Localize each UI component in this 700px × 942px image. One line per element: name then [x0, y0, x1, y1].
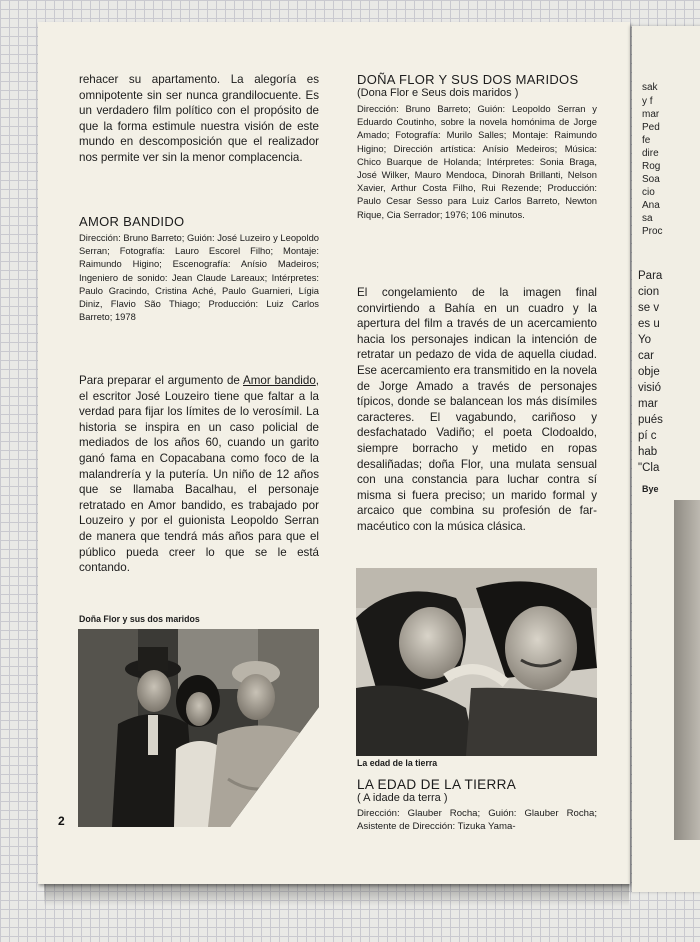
dona-flor-body — [357, 285, 597, 535]
photo1-caption-wrap — [79, 614, 319, 624]
adj-credit-line: Proc — [642, 226, 663, 237]
amor-bandido-paragraph — [79, 373, 319, 576]
para-lead: Para preparar el argumento de — [79, 374, 244, 387]
adj-body-line: pí c — [638, 430, 657, 442]
dona-flor-section — [357, 72, 597, 221]
dona-flor-subtitle: (Dona Flor e Seus dois maridos ) — [357, 87, 519, 99]
photo2-caption: La edad de la tierra — [357, 758, 438, 768]
adj-body-line: Para — [638, 270, 663, 282]
edad-tierra-section — [357, 777, 597, 833]
left-column — [79, 72, 319, 166]
page-number: 2 — [58, 814, 65, 828]
adj-body-line: obje — [638, 366, 660, 378]
adj-credit-line: Ana — [642, 200, 660, 211]
booklet-page — [38, 22, 630, 884]
intro-paragraph: rehacer su apartamento. La alegoría es omnipotente sin ser nunca grandilocuente. Es un verdadero film político con el propósito de que la forma estimule nuestra visión de este mundo en descomposición que el realizador nos permite ver sin la menor complacencia. — [79, 73, 319, 164]
dona-flor-paragraph: El congelamiento de la imagen final convirtiendo a Bahía en un cuadro y la apertura del film a través de un acercamiento hacia los personajes indican la intención de retratar un pedazo de vida de aquella ciudad. Ese acercamiento era transmitido en la novela de Jorge Amado a través de personajes típicos, donde se balancean los más disímiles caracteres. El vagabundo, cariñoso y desfachatado Vadiño; el poeta Clodoaldo, siempre borracho y metido en ropas desaliñadas; doña Flor, una mulata sensual con una constancia para luchar contra sí misma si fuera preciso; un marido formal y arcaico que combina su profesión de farmacéutico con la música clásica. — [357, 286, 597, 533]
adj-body-line: mar — [638, 398, 658, 410]
edad-tierra-subtitle: ( A idade da terra ) — [357, 792, 448, 804]
adj-caption: Bye — [642, 484, 659, 494]
adj-credit-line: fe — [642, 135, 651, 146]
film-title-link: Amor bandido — [243, 374, 316, 387]
adj-body-line: pués — [638, 414, 663, 426]
adj-credit-line: cio — [642, 187, 655, 198]
adj-credit-line: mar — [642, 109, 660, 120]
edad-tierra-photo — [356, 568, 597, 756]
adj-body-line: hab — [638, 446, 658, 458]
adj-body-line: car — [638, 350, 654, 362]
photo1-caption: Doña Flor y sus dos maridos — [79, 614, 200, 624]
adj-body-line: es u — [638, 318, 660, 330]
adj-body-line: Yo — [638, 334, 652, 346]
amor-bandido-body — [79, 373, 319, 576]
adj-credit-line: sa — [642, 213, 653, 224]
adjacent-page — [632, 26, 700, 892]
adj-credit-line: y f — [642, 96, 653, 107]
para-rest: , el escritor José Louzeiro tiene que faltar a la verdad para fijar los límites de lo verosímil. La historia se inspira en un caso policial de mediados de los años 60, cuando un garito ganó fama en Copacabana como foco de la malandrería y la putería. Un niño de 12 años que se llamaba Bacalhau, el personaje retratado en Amor bandido, es trabajado por Louzeiro y por el guionista Leopoldo Serran de manera que tendrá más años para que el público pueda creer lo que se le está contando. — [79, 374, 320, 575]
photo2-caption-wrap — [357, 758, 597, 768]
edad-tierra-credits: Dirección: Glauber Rocha; Guión: Glauber Rocha; Asistente de Dirección: Tizuka Yama- — [357, 808, 597, 833]
adj-photo — [674, 500, 700, 840]
page-shadow — [44, 882, 629, 906]
edad-tierra-title: LA EDAD DE LA TIERRA — [357, 777, 517, 792]
amor-bandido-title: AMOR BANDIDO — [79, 214, 185, 229]
adj-credit-line: dire — [642, 148, 659, 159]
dona-flor-photo-image — [78, 629, 319, 827]
edad-tierra-photo-image — [356, 568, 597, 756]
dona-flor-credits: Dirección: Bruno Barreto; Guión: Leopoldo Serran y Eduardo Coutinho, sobre la novela homónima de Jorge Amado; Fotografía: Murilo Salles; Montaje: Raimundo Higino; Dirección artística: Anísio Medeiros; Música: Chico Buarque de Holanda; Intérpretes: Sonia Braga, José Wilker, Mauro Mendoca, Dinorah Brillanti, Nelson Xavier, Arthur Costa Filho, Rui Rezende; Producción: Paulo Cesar Sesso para Luiz Carlos Barreto, Newton Rique, Cia Serrador; 1976; 106 minutos. — [357, 103, 597, 220]
adj-body-line: visió — [638, 382, 662, 394]
adj-body-line: se v — [638, 302, 660, 314]
adj-credit-line: sak — [642, 82, 658, 93]
amor-bandido-credits: Dirección: Bruno Barreto; Guión: José Luzeiro y Leopoldo Serran; Fotografía: Lauro Escorel Filho; Montaje: Raimundo Higino; Escenografía: Anísio Madeiros; Ingeniero de sonido: Jean Claude Lareaux; Intérpretes: Paulo Gracindo, Cristina Aché, Paulo Guarnieri, Lígia Diniz, Flavio São Thiago; Producción: Luiz Carlos Barreto; 1978 — [79, 232, 319, 323]
adj-body-line: "Cla — [638, 462, 660, 474]
dona-flor-title: DOÑA FLOR Y SUS DOS MARIDOS — [357, 72, 579, 87]
adj-credit-line: Rog — [642, 161, 661, 172]
adj-credit-line: Ped — [642, 122, 660, 133]
dona-flor-photo — [78, 629, 319, 827]
adj-body-line: cion — [638, 286, 660, 298]
adj-credit-line: Soa — [642, 174, 660, 185]
amor-bandido-section — [79, 214, 319, 323]
